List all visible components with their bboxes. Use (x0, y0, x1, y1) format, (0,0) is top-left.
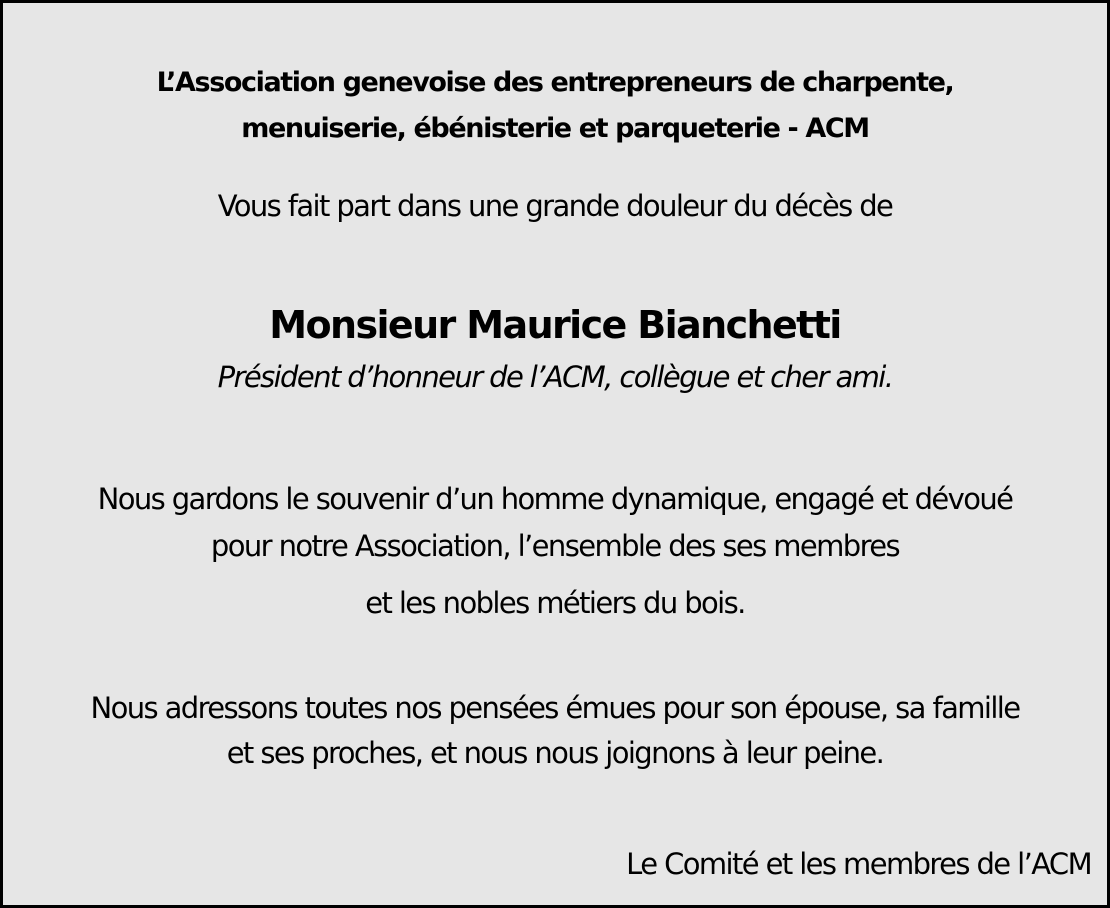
condolence-paragraph-line-1: Nous adressons toutes nos pensées émues pour son épouse, sa famille (90, 691, 1020, 725)
memory-paragraph-line-2: pour notre Association, l’ensemble des ses membres (210, 529, 900, 563)
organization-name-line-2: menuiserie, ébénisterie et parqueterie - ACM (241, 113, 869, 144)
deceased-role: Président d’honneur de l’ACM, collègue et cher ami. (217, 360, 893, 394)
memory-paragraph-line-1: Nous gardons le souvenir d’un homme dynamique, engagé et dévoué (97, 482, 1013, 516)
signature: Le Comité et les membres de l’ACM (626, 847, 1091, 881)
intro-text: Vous fait part dans une grande douleur du décès de (217, 189, 893, 223)
memory-paragraph-line-3: et les nobles métiers du bois. (365, 586, 745, 620)
organization-name-line-1: L’Association genevoise des entrepreneurs de charpente, (156, 67, 954, 98)
deceased-name: Monsieur Maurice Bianchetti (269, 303, 841, 347)
condolence-paragraph-line-2: et ses proches, et nous nous joignons à leur peine. (226, 736, 884, 770)
